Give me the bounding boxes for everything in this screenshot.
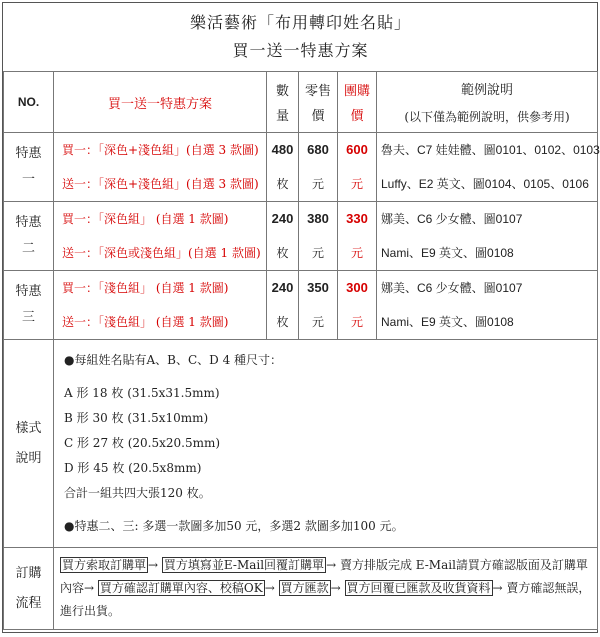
qty-cell: 480 枚 [267,133,299,202]
group-price-cell: 300 元 [338,271,377,340]
arrow-icon: → [84,581,95,595]
order-flow [54,548,598,630]
row-label: 特惠 三 [4,271,54,340]
group-price-cell: 330 元 [338,202,377,271]
example-cell: 娜美、C6 少女體、圖0107 Nami、E9 英文、圖0108 [377,202,598,271]
style-note: ●特惠二、三: 多選一款圖多加50 元，多選2 款圖多加100 元。 [64,519,404,533]
arrow-icon: → [330,581,341,595]
example-cell: 娜美、C6 少女體、圖0107 Nami、E9 英文、圖0108 [377,271,598,340]
style-label: 樣式 說明 [4,340,54,548]
plan-detail: 買一：「深色組」 (自選 1 款圖) 送一：「深色或淺色組」(自選 1 款圖) [54,202,267,271]
header-row [4,72,598,133]
header-no: NO. [4,72,54,133]
arrow-icon: → [326,558,337,572]
arrow-icon: → [264,581,275,595]
order-row [4,548,598,630]
step-reply-payment: 買方回覆已匯款及收貨資料 [346,581,491,595]
price-cell: 680 元 [299,133,338,202]
title-block [4,3,598,72]
header-example: 範例說明 (以下僅為範例說明，供參考用) [377,72,598,133]
example-cell: 魯夫、C7 娃娃體、圖0101、0102、0103 Luffy、E2 英文、圖0104、0105、0106 [377,133,598,202]
step-request-form: 買方索取訂購單 [62,558,147,572]
step-payment: 買方匯款 [280,581,329,595]
header-price: 零售 價 [299,72,338,133]
plan-detail: 買一：「深色+淺色組」(自選 3 款圖) 送一：「深色+淺色組」(自選 3 款圖) [54,133,267,202]
style-row [4,340,598,548]
plan-row-3 [4,271,598,340]
size-total: 合計一組共四大張120 枚。 [64,486,211,500]
header-group-price: 團購 價 [338,72,377,133]
group-price-cell: 600 元 [338,133,377,202]
step-confirm-proof: 買方確認訂購單內容、校稿OK [99,581,263,595]
qty-cell: 240 枚 [267,271,299,340]
style-intro: ●每組姓名貼有A、B、C、D 4 種尺寸： [64,353,283,367]
row-label: 特惠 二 [4,202,54,271]
header-plan: 買一送一特惠方案 [54,72,267,133]
arrow-icon: → [492,581,503,595]
plan-row-2 [4,202,598,271]
qty-cell: 240 枚 [267,202,299,271]
plan-detail: 買一：「淺色組」 (自選 1 款圖) 送一：「淺色組」 (自選 1 款圖) [54,271,267,340]
price-cell: 380 元 [299,202,338,271]
size-b: B 形 30 枚 (31.5x10mm) [64,411,209,425]
step-seller-layout: 賣方排版完成 E-Mail請買方確認版面及訂購單內容 [60,558,588,595]
arrow-icon: → [148,558,159,572]
step-fill-email: 買方填寫並E-Mail回覆訂購單 [163,558,325,572]
plan-row-1 [4,133,598,202]
size-a: A 形 18 枚 (31.5x31.5mm) [64,386,220,400]
step-ship: 賣方確認無誤，進行出貨。 [60,581,591,618]
page-subtitle: 買一送一特惠方案 [232,41,369,60]
order-label: 訂購 流程 [4,548,54,630]
price-cell: 350 元 [299,271,338,340]
page-title: 樂活藝術「布用轉印姓名貼」 [190,13,412,32]
size-d: D 形 45 枚 (20.5x8mm) [64,461,202,475]
header-qty: 數 量 [267,72,299,133]
plan-table [3,3,598,630]
style-detail [54,340,598,548]
row-label: 特惠 一 [4,133,54,202]
size-c: C 形 27 枚 (20.5x20.5mm) [64,436,221,450]
order-form [2,2,598,633]
